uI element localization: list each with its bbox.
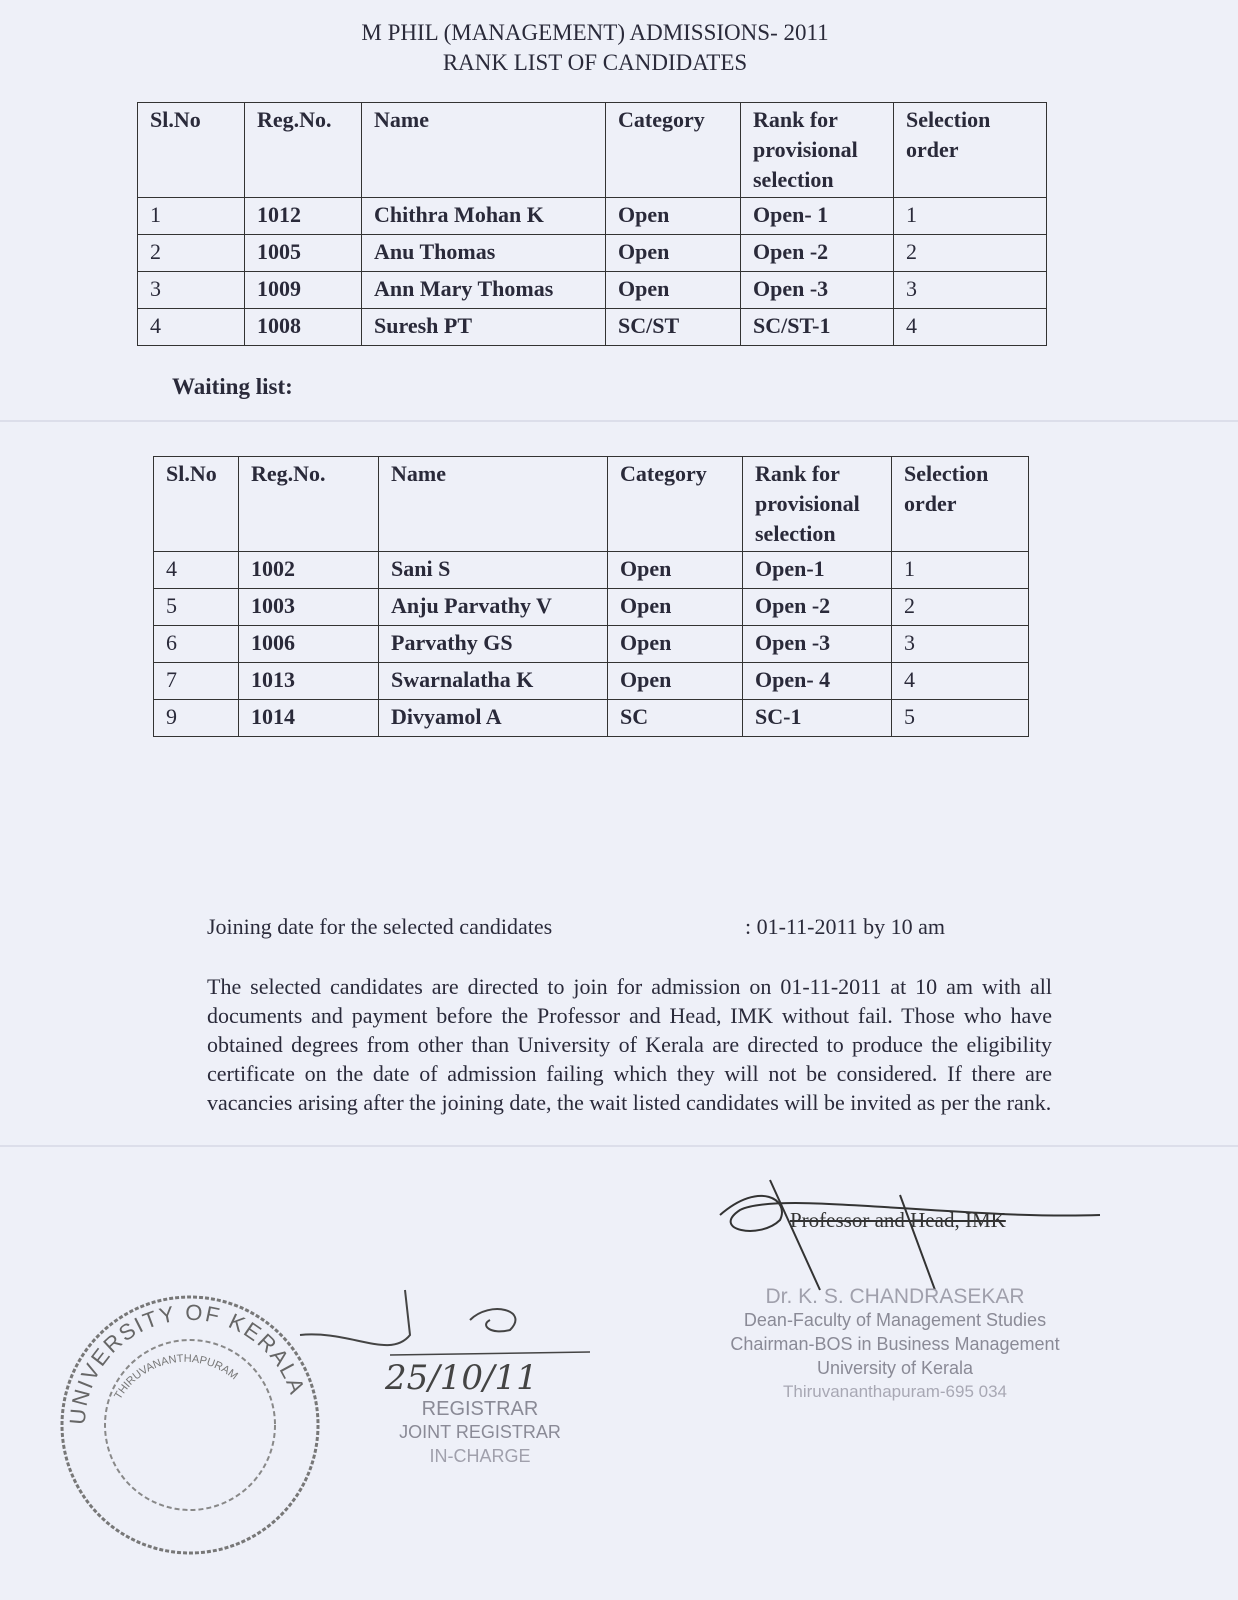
rank-list-table <box>137 102 1047 346</box>
table-cell: Divyamol A <box>379 700 608 737</box>
table-cell: Chithra Mohan K <box>362 198 606 235</box>
registrar-line: REGISTRAR <box>421 1398 539 1420</box>
waiting-list-table <box>153 456 1029 737</box>
instructions-paragraph: The selected candidates are directed to join for admission on 01-11-2011 at 10 am with all documents and payment before the Professor and Head, IMK without fail. Those who have obtained degrees from other than University of Kerala are directed to produce the eligibility certificate on the date of admission failing which they will not be considered. If there are vacancies arising after the joining date, the wait listed candidates will be invited as per the rank. <box>207 974 1052 1115</box>
table-cell: 7 <box>154 663 239 700</box>
seal-outer-text: UNIVERSITY OF KERALA <box>64 1299 311 1426</box>
table-row <box>138 272 1047 309</box>
col-header: Category <box>608 457 743 552</box>
table-cell: Suresh PT <box>362 309 606 346</box>
table-cell: 1008 <box>245 309 362 346</box>
table-cell: Open- 1 <box>741 198 894 235</box>
table-cell: 1014 <box>239 700 379 737</box>
stamp-line: Thiruvananthapuram-695 034 <box>783 1382 1007 1401</box>
table-cell: Open <box>608 663 743 700</box>
col-header: Category <box>606 103 741 198</box>
signatory-title: Professor and Head, IMK <box>790 1208 1006 1232</box>
col-header: Reg.No. <box>239 457 379 552</box>
table-row <box>138 309 1047 346</box>
table-cell: Open -2 <box>743 589 892 626</box>
col-header: Name <box>379 457 608 552</box>
table-cell: SC/ST-1 <box>741 309 894 346</box>
table-cell: Parvathy GS <box>379 626 608 663</box>
table-row <box>138 235 1047 272</box>
table-cell: 1006 <box>239 626 379 663</box>
table-cell: 2 <box>138 235 245 272</box>
table-cell: 1009 <box>245 272 362 309</box>
stamp-name: Dr. K. S. CHANDRASEKAR <box>765 1285 1025 1308</box>
doc-title: M PHIL (MANAGEMENT) ADMISSIONS- 2011 <box>361 20 829 45</box>
stamp-line: Dean-Faculty of Management Studies <box>743 1310 1047 1330</box>
waiting-list-label: Waiting list: <box>172 374 293 399</box>
table-cell: 5 <box>892 700 1029 737</box>
table-cell: Open <box>606 272 741 309</box>
table-row <box>154 626 1029 663</box>
table-cell: 4 <box>138 309 245 346</box>
table-cell: Open <box>608 626 743 663</box>
table-cell: Open -3 <box>741 272 894 309</box>
table-cell: Ann Mary Thomas <box>362 272 606 309</box>
table-cell: 1003 <box>239 589 379 626</box>
col-header: Reg.No. <box>245 103 362 198</box>
registrar-line: IN-CHARGE <box>429 1446 531 1466</box>
table-cell: Anu Thomas <box>362 235 606 272</box>
table-cell: 1 <box>894 198 1047 235</box>
col-header: Name <box>362 103 606 198</box>
svg-text:THIRUVANANTHAPURAM <box>112 1353 240 1402</box>
table-cell: 5 <box>154 589 239 626</box>
joining-date: : 01-11-2011 by 10 am <box>745 914 946 939</box>
table-cell: Open <box>608 552 743 589</box>
table-cell: 3 <box>892 626 1029 663</box>
joining-label: Joining date for the selected candidates <box>207 914 553 939</box>
col-header: Selection order <box>894 103 1047 198</box>
table-cell: SC/ST <box>606 309 741 346</box>
table-cell: 1 <box>892 552 1029 589</box>
col-header: Rank for provisional selection <box>743 457 892 552</box>
table-cell: Open -3 <box>743 626 892 663</box>
table-row <box>138 198 1047 235</box>
table-cell: 4 <box>894 309 1047 346</box>
registrar-date: 25/10/11 <box>385 1358 538 1398</box>
col-header: Sl.No <box>154 457 239 552</box>
table-cell: Swarnalatha K <box>379 663 608 700</box>
table-cell: Open-1 <box>743 552 892 589</box>
table-row <box>154 700 1029 737</box>
table-cell: 1 <box>138 198 245 235</box>
fold-line <box>0 420 1238 422</box>
doc-subtitle: RANK LIST OF CANDIDATES <box>442 50 748 75</box>
table-cell: 4 <box>892 663 1029 700</box>
table-cell: SC <box>608 700 743 737</box>
table-cell: 1002 <box>239 552 379 589</box>
table-cell: 3 <box>138 272 245 309</box>
table-cell: 2 <box>892 589 1029 626</box>
table-cell: Open <box>606 235 741 272</box>
table-cell: 1013 <box>239 663 379 700</box>
fold-line <box>0 1145 1238 1147</box>
table-cell: Open- 4 <box>743 663 892 700</box>
table-cell: 1005 <box>245 235 362 272</box>
stamp-line: University of Kerala <box>816 1358 974 1378</box>
col-header: Sl.No <box>138 103 245 198</box>
col-header: Selection order <box>892 457 1029 552</box>
table-cell: Open <box>606 198 741 235</box>
table-cell: 6 <box>154 626 239 663</box>
table-cell: Open <box>608 589 743 626</box>
stamp-line: Chairman-BOS in Business Management <box>730 1334 1060 1354</box>
col-header: Rank for provisional selection <box>741 103 894 198</box>
table-row <box>154 552 1029 589</box>
table-cell: 9 <box>154 700 239 737</box>
table-cell: 1012 <box>245 198 362 235</box>
table-cell: 4 <box>154 552 239 589</box>
table-row <box>154 663 1029 700</box>
table-row <box>154 589 1029 626</box>
table-cell: Sani S <box>379 552 608 589</box>
table-cell: Anju Parvathy V <box>379 589 608 626</box>
table-cell: 3 <box>894 272 1047 309</box>
table-cell: SC-1 <box>743 700 892 737</box>
table-cell: 2 <box>894 235 1047 272</box>
table-cell: Open -2 <box>741 235 894 272</box>
registrar-line: JOINT REGISTRAR <box>399 1422 561 1442</box>
seal-inner-text: THIRUVANANTHAPURAM <box>112 1352 240 1402</box>
